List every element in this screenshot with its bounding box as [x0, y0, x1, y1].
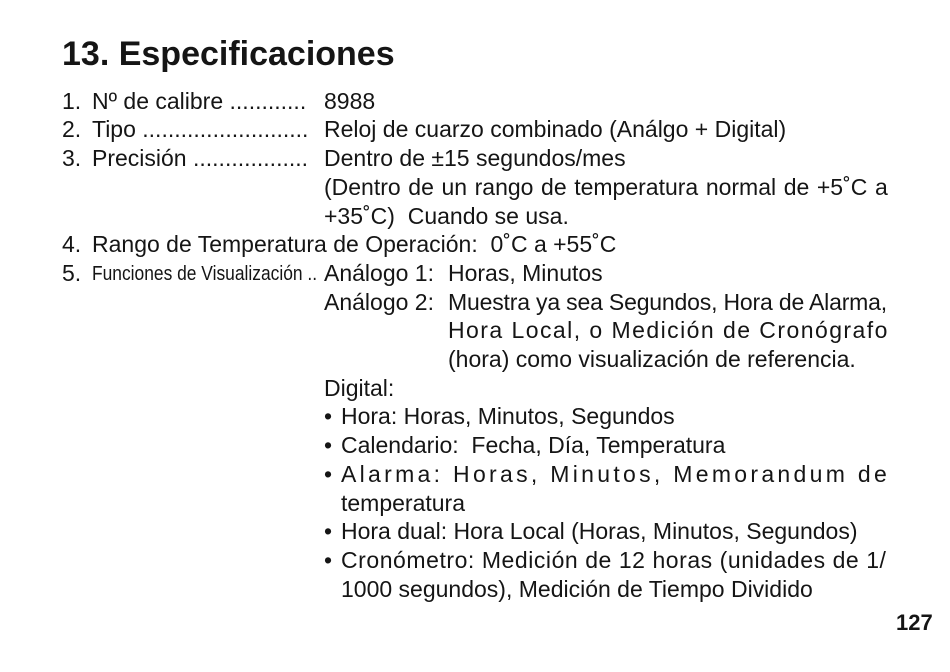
item-number: 4.	[62, 231, 82, 258]
spec-value: Reloj de cuarzo combinado (Análgo + Digital)	[324, 116, 787, 143]
bullet-text: Cronómetro: Medición de 12 horas (unidades de 1/	[341, 546, 887, 573]
analog-value-line: Hora Local, o Medición de Cronógrafo	[448, 317, 889, 344]
digital-bullet-item-cont	[0, 489, 950, 518]
spec-item-display-functions	[0, 259, 950, 288]
spec-label	[92, 260, 317, 289]
spec-item-precision-cont	[0, 173, 950, 202]
bullet-icon: •	[324, 460, 333, 487]
item-number: 1.	[62, 87, 82, 114]
digital-bullet-item-cont	[0, 575, 950, 604]
spec-text: Rango de Temperatura de Operación: 0˚C a +55˚C	[92, 231, 617, 258]
bullet-text: Hora: Horas, Minutos, Segundos	[341, 403, 675, 430]
digital-bullet-item	[0, 546, 950, 575]
bullet-text: temperatura	[341, 489, 466, 516]
spec-item-precision-cont	[0, 202, 950, 231]
digital-bullet-item	[0, 517, 950, 546]
analog-value-line: Horas, Minutos	[448, 259, 603, 286]
bullet-icon: •	[324, 518, 333, 545]
spec-label	[92, 87, 306, 116]
spec-value: 8988	[324, 87, 376, 114]
bullet-icon: •	[324, 432, 333, 459]
label-text: Nº de calibre	[92, 87, 224, 114]
label-text: Funciones de Visualización	[92, 262, 303, 285]
spec-item-calibre	[0, 87, 950, 116]
digital-label: Digital:	[324, 374, 395, 401]
spec-item-temperature-range	[0, 230, 950, 259]
analog-2-row-cont	[0, 345, 950, 374]
analog-value-line: Muestra ya sea Segundos, Hora de Alarma,	[448, 288, 887, 315]
label-text: Precisión	[92, 145, 187, 172]
bullet-text: Alarma: Horas, Minutos, Memorandum de	[341, 460, 891, 487]
label-text: Tipo	[92, 116, 136, 143]
spec-item-precision	[0, 144, 950, 173]
dot-leader: ............	[229, 87, 307, 114]
dot-leader: ..	[307, 262, 318, 285]
spec-value-line: (Dentro de un rango de temperatura normal de +5˚C a	[324, 173, 888, 200]
bullet-text: Calendario: Fecha, Día, Temperatura	[341, 432, 726, 459]
item-number: 2.	[62, 116, 82, 143]
spec-label	[92, 115, 308, 144]
bullet-icon: •	[324, 403, 333, 430]
bullet-icon: •	[324, 546, 333, 573]
digital-bullet-item	[0, 431, 950, 460]
analog-label: Análogo 2:	[324, 288, 434, 315]
digital-heading-row	[0, 374, 950, 403]
spec-label	[92, 144, 308, 173]
bullet-text: 1000 segundos), Medición de Tiempo Dividido	[341, 575, 813, 602]
spec-item-tipo	[0, 115, 950, 144]
digital-bullet-item	[0, 460, 950, 489]
dot-leader: ..................	[193, 145, 309, 172]
spec-value-line: +35˚C) Cuando se usa.	[324, 202, 569, 229]
item-number: 3.	[62, 145, 82, 172]
digital-bullet-item	[0, 402, 950, 431]
bullet-text: Hora dual: Hora Local (Horas, Minutos, Segundos)	[341, 518, 858, 545]
analog-label: Análogo 1:	[324, 259, 434, 286]
item-number: 5.	[62, 259, 82, 286]
analog-2-row	[0, 288, 950, 317]
page-number: 127	[896, 610, 933, 636]
spec-value-line: Dentro de ±15 segundos/mes	[324, 145, 626, 172]
analog-2-row-cont	[0, 316, 950, 345]
analog-value-line: (hora) como visualización de referencia.	[448, 346, 856, 372]
dot-leader: ..........................	[142, 116, 309, 143]
section-title: 13. Especificaciones	[62, 35, 395, 74]
